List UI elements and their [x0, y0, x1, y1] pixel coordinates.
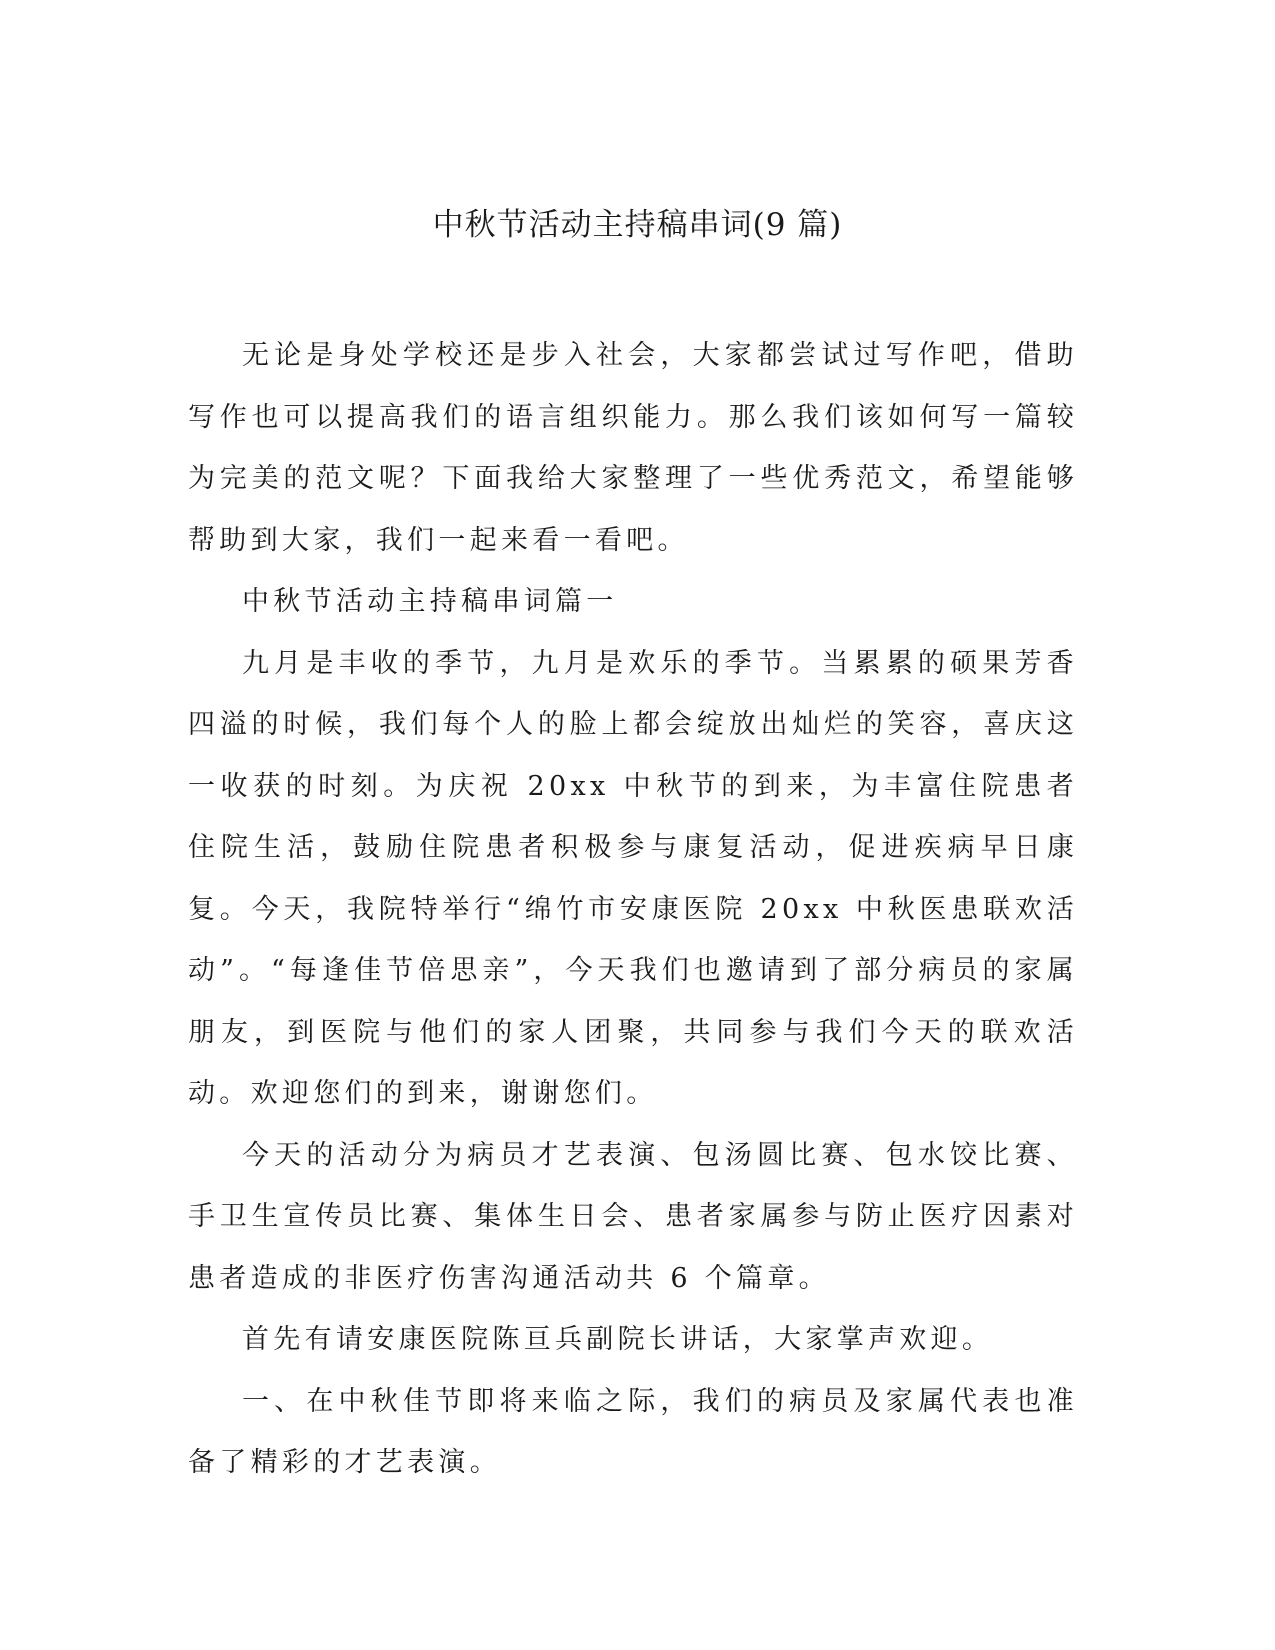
- intro-paragraph: 无论是身处学校还是步入社会，大家都尝试过写作吧，借助写作也可以提高我们的语言组织能力。那么我们该如何写一篇较为完美的范文呢？下面我给大家整理了一些优秀范文，希望能够帮助到大家，我们一起来看一看吧。: [188, 340, 1078, 556]
- body-paragraph: 今天的活动分为病员才艺表演、包汤圆比赛、包水饺比赛、手卫生宣传员比赛、集体生日会、患者家属参与防止医疗因素对患者造成的非医疗伤害沟通活动共 6 个篇章。: [188, 1139, 1078, 1294]
- body-paragraph: 一、在中秋佳节即将来临之际，我们的病员及家属代表也准备了精彩的才艺表演。: [188, 1385, 1078, 1478]
- body-paragraph: 首先有请安康医院陈亘兵副院长讲话，大家掌声欢迎。: [242, 1324, 994, 1355]
- document-body: [188, 325, 1078, 1494]
- document-title: 中秋节活动主持稿串词(9 篇): [432, 207, 843, 243]
- section-heading: 中秋节活动主持稿串词篇一: [242, 586, 618, 617]
- body-paragraph: 九月是丰收的季节，九月是欢乐的季节。当累累的硕果芳香四溢的时候，我们每个人的脸上都会绽放出灿烂的笑容，喜庆这一收获的时刻。为庆祝 20xx 中秋节的到来，为丰富住院患者住院生活，鼓励住院患者积极参与康复活动，促进疾病早日康复。今天，我院特举行“绵竹市安康医院 20xx 中秋医患联欢活动”。“每逢佳节倍思亲”，今天我们也邀请到了部分病员的家属朋友，到医院与他们的家人团聚，共同参与我们今天的联欢活动。欢迎您们的到来，谢谢您们。: [188, 647, 1078, 1109]
